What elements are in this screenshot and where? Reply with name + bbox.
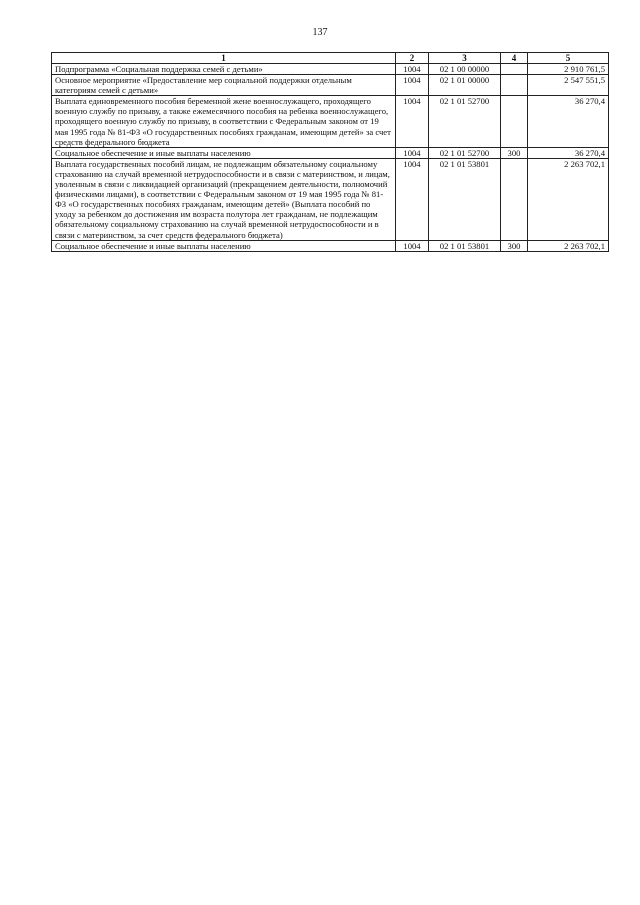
row-target-code: 02 1 00 00000 [429,64,501,75]
row-type-code [501,75,528,96]
row-section-code: 1004 [396,75,429,96]
table-row [52,96,609,147]
row-name: Социальное обеспечение и иные выплаты населению [52,240,396,251]
row-section-code: 1004 [396,64,429,75]
row-section-code: 1004 [396,147,429,158]
table-row [52,147,609,158]
column-header-1: 1 [52,53,396,64]
page-number: 137 [312,27,328,38]
column-header-4: 4 [501,53,528,64]
row-target-code: 02 1 01 00000 [429,75,501,96]
row-target-code: 02 1 01 53801 [429,158,501,240]
row-type-code [501,158,528,240]
row-amount: 2 547 551,5 [528,75,609,96]
row-name: Социальное обеспечение и иные выплаты населению [52,147,396,158]
row-target-code: 02 1 01 53801 [429,240,501,251]
table-row [52,158,609,240]
table-row [52,64,609,75]
row-name: Выплата государственных пособий лицам, не подлежащим обязательному социальному страхованию на случай временной нетрудоспособности и в связи с материнством, и лицам, уволенным в связи с ликвидацией организаций (прекращением деятельности, полномочий физическими лицами), в соответствии с Федеральным законом от 19 мая 1995 года № 81-ФЗ «О государственных пособиях гражданам, имеющим детей» (Выплата пособий по уходу за ребенком до достижения им возраста полутора лет гражданам, не подлежащим обязательному социальному страхованию на случай временной нетрудоспособности и в связи с материнством, за счет средств федерального бюджета) [52,158,396,240]
row-section-code: 1004 [396,158,429,240]
row-target-code: 02 1 01 52700 [429,96,501,147]
row-name: Основное мероприятие «Предоставление мер социальной поддержки отдельным категориям семей с детьми» [52,75,396,96]
table-row [52,240,609,251]
row-amount: 36 270,4 [528,96,609,147]
row-amount: 2 910 761,5 [528,64,609,75]
row-type-code: 300 [501,147,528,158]
row-amount: 2 263 702,1 [528,158,609,240]
column-header-3: 3 [429,53,501,64]
row-target-code: 02 1 01 52700 [429,147,501,158]
table-row [52,75,609,96]
row-type-code [501,96,528,147]
row-name: Выплата единовременного пособия беременной жене военнослужащего, проходящего военную службу по призыву, а также ежемесячного пособия на ребенка военнослужащего, проходящего военную службу по призыву, в соответствии с Федеральным законом от 19 мая 1995 года № 81-ФЗ «О государственных пособиях гражданам, имеющим детей» за счет средств федерального бюджета [52,96,396,147]
row-amount: 2 263 702,1 [528,240,609,251]
column-header-5: 5 [528,53,609,64]
row-type-code [501,64,528,75]
row-section-code: 1004 [396,240,429,251]
row-section-code: 1004 [396,96,429,147]
budget-table [51,52,609,252]
row-name: Подпрограмма «Социальная поддержка семей с детьми» [52,64,396,75]
column-header-2: 2 [396,53,429,64]
row-type-code: 300 [501,240,528,251]
row-amount: 36 270,4 [528,147,609,158]
header-row [52,53,609,64]
